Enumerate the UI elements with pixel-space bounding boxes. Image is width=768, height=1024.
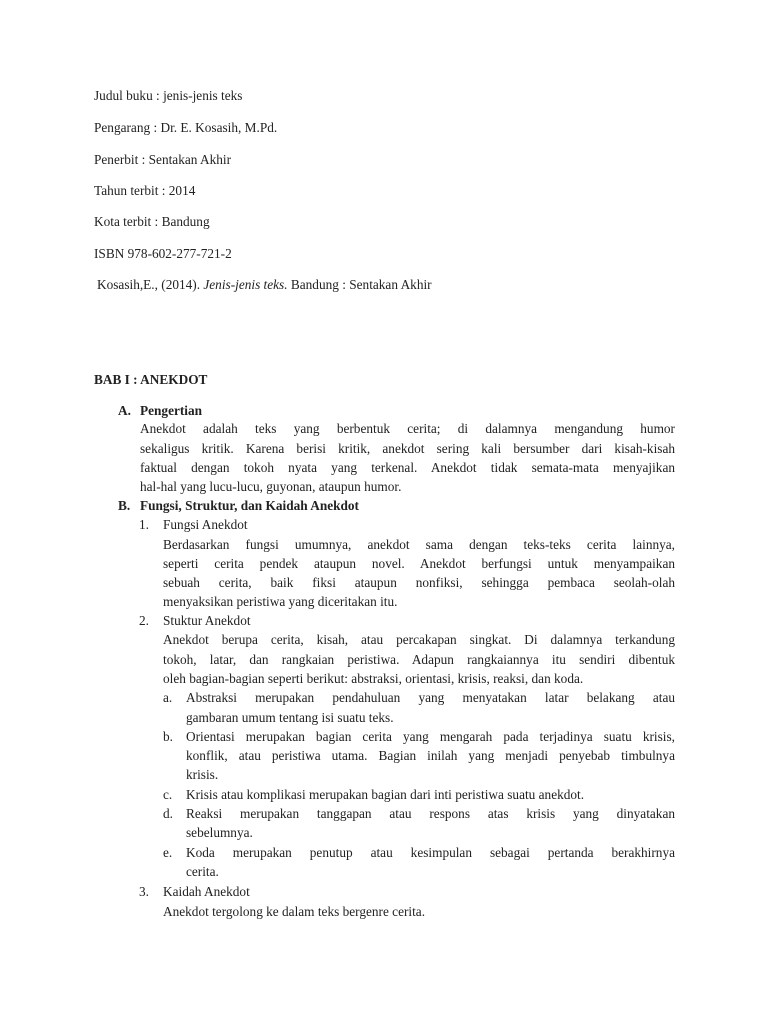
item-3-title: Kaidah Anekdot bbox=[163, 884, 250, 899]
sub-b-marker: b. bbox=[163, 729, 173, 744]
paragraph-line: cerita. bbox=[186, 864, 219, 879]
item-2-title: Stuktur Anekdot bbox=[163, 613, 251, 628]
paragraph-line: sebuah cerita, baik fiksi ataupun nonfiksi, sehingga pembaca seolah-olah bbox=[163, 575, 675, 590]
paragraph-line: konflik, atau peristiwa utama. Bagian inilah yang menjadi penyebab timbulnya bbox=[186, 748, 675, 763]
paragraph-line: sebelumnya. bbox=[186, 825, 253, 840]
paragraph-line: menyaksikan peristiwa yang diceritakan itu. bbox=[163, 594, 398, 609]
paragraph-line: Abstraksi merupakan pendahuluan yang menyatakan latar belakang atau bbox=[186, 690, 675, 705]
book-title: Judul buku : jenis-jenis teks bbox=[94, 88, 243, 103]
paragraph-line: Orientasi merupakan bagian cerita yang mengarah pada terjadinya suatu krisis, bbox=[186, 729, 675, 744]
paragraph-line: Reaksi merupakan tanggapan atau respons atas krisis yang dinyatakan bbox=[186, 806, 675, 821]
paragraph-line: Koda merupakan penutup atau kesimpulan sebagai pertanda berakhirnya bbox=[186, 845, 675, 860]
paragraph-line: Anekdot tergolong ke dalam teks bergenre cerita. bbox=[163, 904, 426, 919]
book-city: Kota terbit : Bandung bbox=[94, 214, 210, 229]
section-a-title: Pengertian bbox=[140, 403, 203, 418]
book-author: Pengarang : Dr. E. Kosasih, M.Pd. bbox=[94, 120, 278, 135]
paragraph-line: Anekdot adalah teks yang berbentuk cerita; di dalamnya mengandung humor bbox=[140, 421, 675, 436]
section-a-marker: A. bbox=[118, 403, 131, 418]
paragraph-line: Anekdot berupa cerita, kisah, atau percakapan singkat. Di dalamnya terkandung bbox=[163, 632, 675, 647]
paragraph-line: hal-hal yang lucu-lucu, guyonan, ataupun humor. bbox=[140, 479, 402, 494]
paragraph-line: Berdasarkan fungsi umumnya, anekdot sama dengan teks-teks cerita lainnya, bbox=[163, 537, 675, 552]
item-2-marker: 2. bbox=[139, 613, 149, 628]
citation-title: Jenis-jenis teks. bbox=[203, 277, 288, 292]
paragraph-line: Krisis atau komplikasi merupakan bagian dari inti peristiwa suatu anekdot. bbox=[186, 787, 585, 802]
book-publisher: Penerbit : Sentakan Akhir bbox=[94, 152, 232, 167]
paragraph-line: sekaligus kritik. Karena berisi kritik, anekdot sering kali bersumber dari kisah-kisah bbox=[140, 441, 675, 456]
sub-d-marker: d. bbox=[163, 806, 173, 821]
chapter-heading: BAB I : ANEKDOT bbox=[94, 372, 208, 387]
sub-a-marker: a. bbox=[163, 690, 173, 705]
citation-publisher: Bandung : Sentakan Akhir bbox=[287, 277, 432, 292]
book-year: Tahun terbit : 2014 bbox=[94, 183, 196, 198]
citation-author: Kosasih,E., (2014). bbox=[97, 277, 204, 292]
item-1-marker: 1. bbox=[139, 517, 149, 532]
section-b-title: Fungsi, Struktur, dan Kaidah Anekdot bbox=[140, 498, 359, 513]
paragraph-line: faktual dengan tokoh nyata yang terkenal. Anekdot tidak semata-mata menyajikan bbox=[140, 460, 675, 475]
book-citation bbox=[97, 277, 432, 293]
item-3-marker: 3. bbox=[139, 884, 149, 899]
section-b-marker: B. bbox=[118, 498, 131, 513]
sub-c-marker: c. bbox=[163, 787, 173, 802]
book-isbn: ISBN 978-602-277-721-2 bbox=[94, 246, 232, 261]
sub-e-marker: e. bbox=[163, 845, 173, 860]
paragraph-line: seperti cerita pendek ataupun novel. Anekdot berfungsi untuk menyampaikan bbox=[163, 556, 675, 571]
paragraph-line: gambaran umum tentang isi suatu teks. bbox=[186, 710, 394, 725]
paragraph-line: krisis. bbox=[186, 767, 219, 782]
item-1-title: Fungsi Anekdot bbox=[163, 517, 248, 532]
paragraph-line: tokoh, latar, dan rangkaian peristiwa. Adapun rangkaiannya itu sendiri dibentuk bbox=[163, 652, 675, 667]
paragraph-line: oleh bagian-bagian seperti berikut: abstraksi, orientasi, krisis, reaksi, dan koda. bbox=[163, 671, 584, 686]
